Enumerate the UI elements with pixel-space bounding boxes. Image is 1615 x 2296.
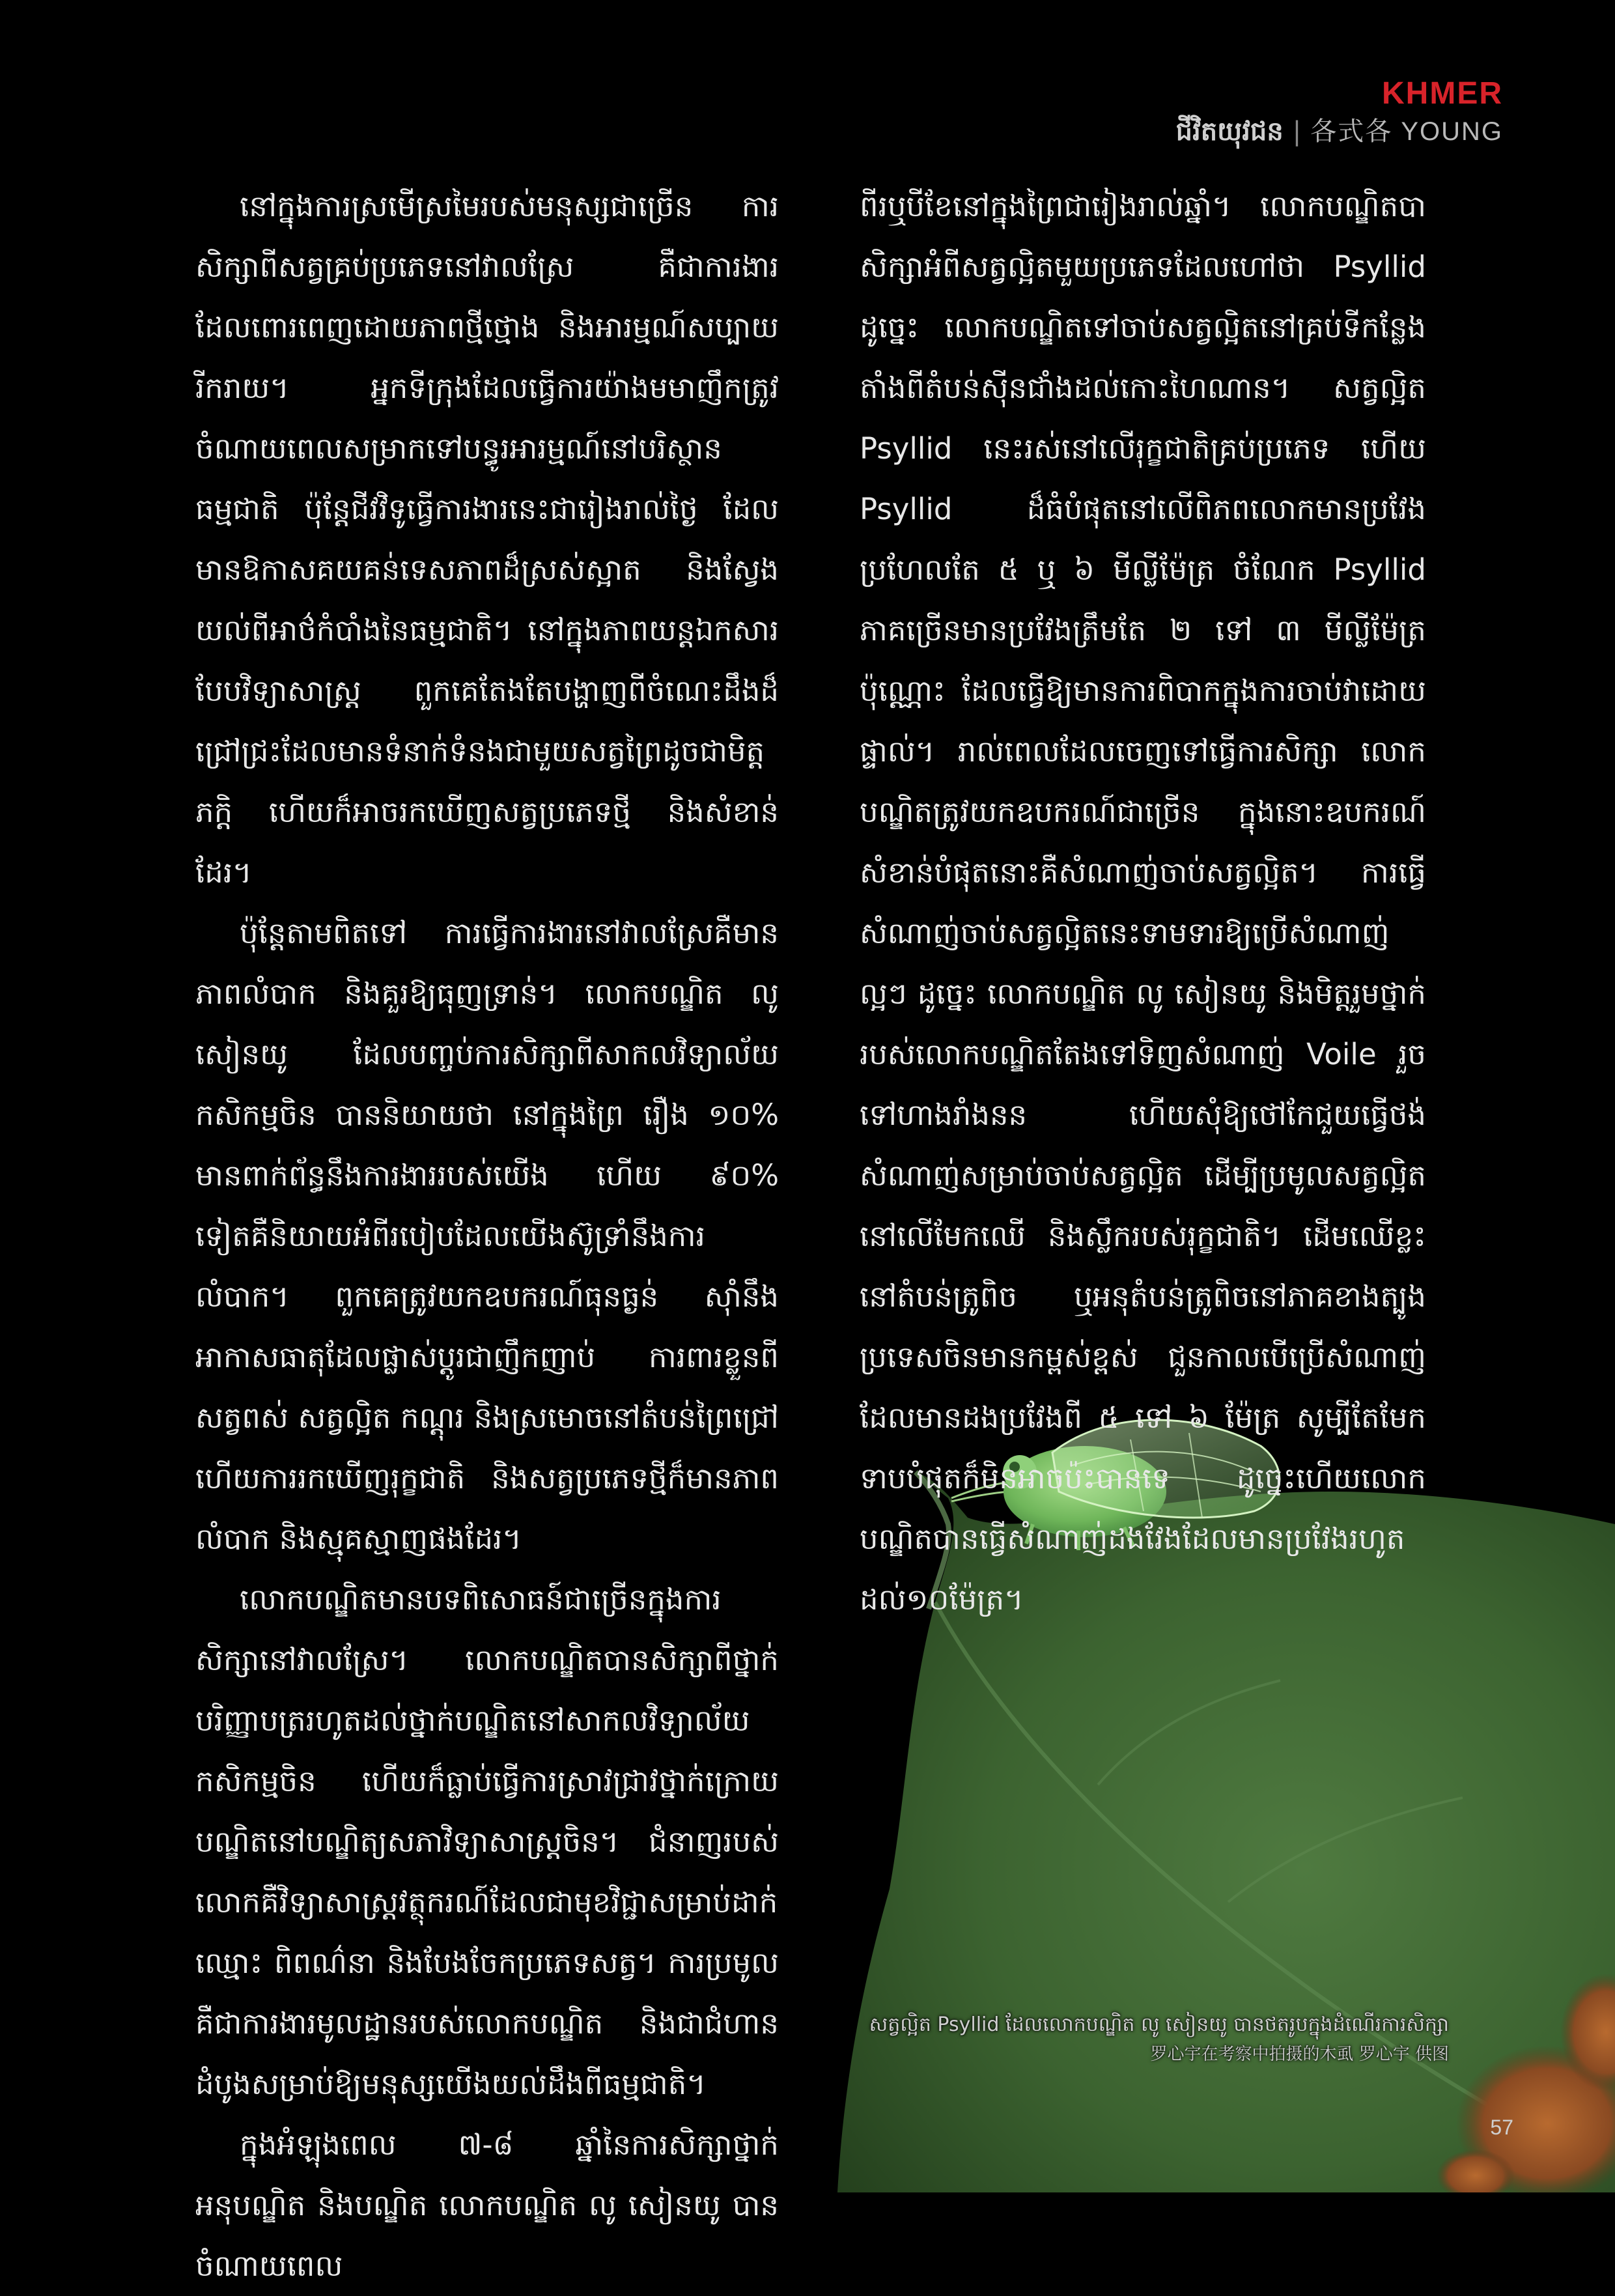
paragraph-psyllid-research: ពីរឬបីខែនៅក្នុងព្រៃជារៀងរាល់ឆ្នាំ។ លោកបណ្ឌិតបាសិក្សាអំពីសត្វល្អិតមួយប្រភេទដែលហៅថា Psyllid ដូច្នេះ លោកបណ្ឌិតទៅចាប់សត្វល្អិតនៅគ្រប់ទីកន្លែង តាំងពីតំបន់ស៊ីនជាំងដល់កោះហៃណាន។ សត្វល្អិត Psyllid នេះរស់នៅលើរុក្ខជាតិគ្រប់ប្រភេទ ហើយ Psyllid ដ៏ធំបំផុតនៅលើពិភពលោកមានប្រវែងប្រហែលតែ ៥ ឬ ៦ មីល្លីម៉ែត្រ ចំណែក Psyllid ភាគច្រើនមានប្រវែងត្រឹមតែ ២ ទៅ ៣ មីល្លីម៉ែត្រប៉ុណ្ណោះ ដែលធ្វើឱ្យមានការពិបាកក្នុងការចាប់វាដោយផ្ទាល់។ រាល់ពេលដែលចេញទៅធ្វើការសិក្សា លោកបណ្ឌិតត្រូវយកឧបករណ៍ជាច្រើន ក្នុងនោះឧបករណ៍សំខាន់បំផុតនោះគឺសំណាញ់ចាប់សត្វល្អិត។ ការធ្វើសំណាញ់ចាប់សត្វល្អិតនេះទាមទារឱ្យប្រើសំណាញ់ល្អៗ ដូច្នេះ លោកបណ្ឌិត លូ សៀនយូ និងមិត្តរួមថ្នាក់របស់លោកបណ្ឌិតតែងទៅទិញសំណាញ់ Voile រួចទៅហាងរាំងនន ហើយសុំឱ្យថៅកែជួយធ្វើថង់សំណាញ់សម្រាប់ចាប់សត្វល្អិត ដើម្បីប្រមូលសត្វល្អិតនៅលើមែកឈើ និងស្លឹករបស់រុក្ខជាតិ។ ដើមឈើខ្លះនៅតំបន់ត្រូពិច ឬអនុតំបន់ត្រូពិចនៅភាគខាងត្បូងប្រទេសចិនមានកម្ពស់ខ្ពស់ ជួនកាលបើប្រើសំណាញ់ដែលមានដងប្រវែងពី ៥ ទៅ ៦ ម៉ែត្រ សូម្បីតែមែកទាបបំផុតក៏មិនអាចប៉ះបានទេ ដូច្នេះហើយលោកបណ្ឌិតបានធ្វើសំណាញ់ដងវែងដែលមានប្រវែងរហូតដល់១០ម៉ែត្រ។: [860, 189, 1426, 1617]
paragraph-experience: លោកបណ្ឌិតមានបទពិសោធន៍ជាច្រើនក្នុងការសិក្សានៅវាលស្រែ។ លោកបណ្ឌិតបានសិក្សាពីថ្នាក់បរិញ្ញាបត្ររហូតដល់ថ្នាក់បណ្ឌិតនៅសាកលវិទ្យាល័យកសិកម្មចិន ហើយក៏ធ្លាប់ធ្វើការស្រាវជ្រាវថ្នាក់ក្រោយបណ្ឌិតនៅបណ្ឌិត្យសភាវិទ្យាសាស្ត្រចិន។ ជំនាញរបស់លោកគឺវិទ្យាសាស្ត្រវត្ថុករណ៍ដែលជាមុខវិជ្ជាសម្រាប់ដាក់ឈ្មោះ ពិពណ៌នា និងបែងចែកប្រភេទសត្វ។ ការប្រមូលគឺជាការងារមូលដ្ឋានរបស់លោកបណ្ឌិត និងជាជំហានដំបូងសម្រាប់ឱ្យមនុស្សយើងយល់ដឹងពីធម្មជាតិ។: [195, 1582, 779, 2101]
paragraph-intro: នៅក្នុងការស្រមើស្រមៃរបស់មនុស្សជាច្រើន ការសិក្សាពីសត្វគ្រប់ប្រភេទនៅវាលស្រែ គឺជាការងារដែលពោរពេញដោយភាពថ្មីថ្មោង និងអារម្មណ៍សប្បាយរីករាយ។ អ្នកទីក្រុងដែលធ្វើការយ៉ាងមមាញឹកត្រូវចំណាយពេលសម្រាកទៅបន្ធូរអារម្មណ៍នៅបរិស្ថានធម្មជាតិ ប៉ុន្តែជីវវិទូធ្វើការងារនេះជារៀងរាល់ថ្ងៃ ដែលមានឱកាសគយគន់ទេសភាពដ៏ស្រស់ស្អាត និងស្វែងយល់ពីអាថ៌កំបាំងនៃធម្មជាតិ។ នៅក្នុងភាពយន្តឯកសារបែបវិទ្យាសាស្ត្រ ពួកគេតែងតែបង្ហាញពីចំណេះដឹងដ៏ជ្រៅជ្រះដែលមានទំនាក់ទំនងជាមួយសត្វព្រៃដូចជាមិត្តភក្តិ ហើយក៏អាចរកឃើញសត្វប្រភេទថ្មី និងសំខាន់ដែរ។: [195, 189, 779, 890]
section-separator: |: [1292, 117, 1302, 147]
section-latin: 各式各 YOUNG: [1310, 117, 1503, 146]
caption-chinese: 罗心宇在考察中拍摄的木虱 罗心宇 供图: [1150, 2045, 1449, 2064]
language-label: KHMER: [1382, 76, 1503, 111]
article-right-column: [860, 176, 1426, 1630]
section-khmer: ជីវិតយុវជន: [1175, 117, 1284, 147]
section-label: [1176, 115, 1503, 149]
photo-caption: [798, 2009, 1449, 2068]
paragraph-fieldwork-hardship: ប៉ុន្តែតាមពិតទៅ ការធ្វើការងារនៅវាលស្រែគឺមានភាពលំបាក និងគួរឱ្យធុញទ្រាន់។ លោកបណ្ឌិត លូ សៀនយូ ដែលបញ្ចប់ការសិក្សាពីសាកលវិទ្យាល័យកសិកម្មចិន បាននិយាយថា នៅក្នុងព្រៃ រឿង ១០% មានពាក់ព័ន្ធនឹងការងាររបស់យើង ហើយ ៩០% ទៀតគឺនិយាយអំពីរបៀបដែលយើងស៊ូទ្រាំនឹងការលំបាក។ ពួកគេត្រូវយកឧបករណ៍ធុនធ្ងន់ ស៊ាំនឹងអាកាសធាតុដែលផ្លាស់ប្តូរជាញឹកញាប់ ការពារខ្លួនពីសត្វពស់ សត្វល្អិត កណ្តុរ និងស្រមោចនៅតំបន់ព្រៃជ្រៅ ហើយការរកឃើញរុក្ខជាតិ និងសត្វប្រភេទថ្មីក៏មានភាពលំបាក និងស្មុគស្មាញផងដែរ។: [195, 916, 779, 1556]
page-header: [1176, 76, 1503, 149]
caption-khmer: សត្វល្អិត Psyllid ដែលលោកបណ្ឌិត លូ សៀនយូ បានថតរូបក្នុងដំណើរការសិក្សា: [869, 2013, 1449, 2036]
article-left-column: [195, 176, 779, 2296]
page-number: 57: [1490, 2116, 1513, 2139]
paragraph-study-years: ក្នុងអំឡុងពេល ៧-៨ ឆ្នាំនៃការសិក្សាថ្នាក់អនុបណ្ឌិត និងបណ្ឌិត លោកបណ្ឌិត លូ សៀនយូ បានចំណាយពេល: [195, 2127, 779, 2283]
